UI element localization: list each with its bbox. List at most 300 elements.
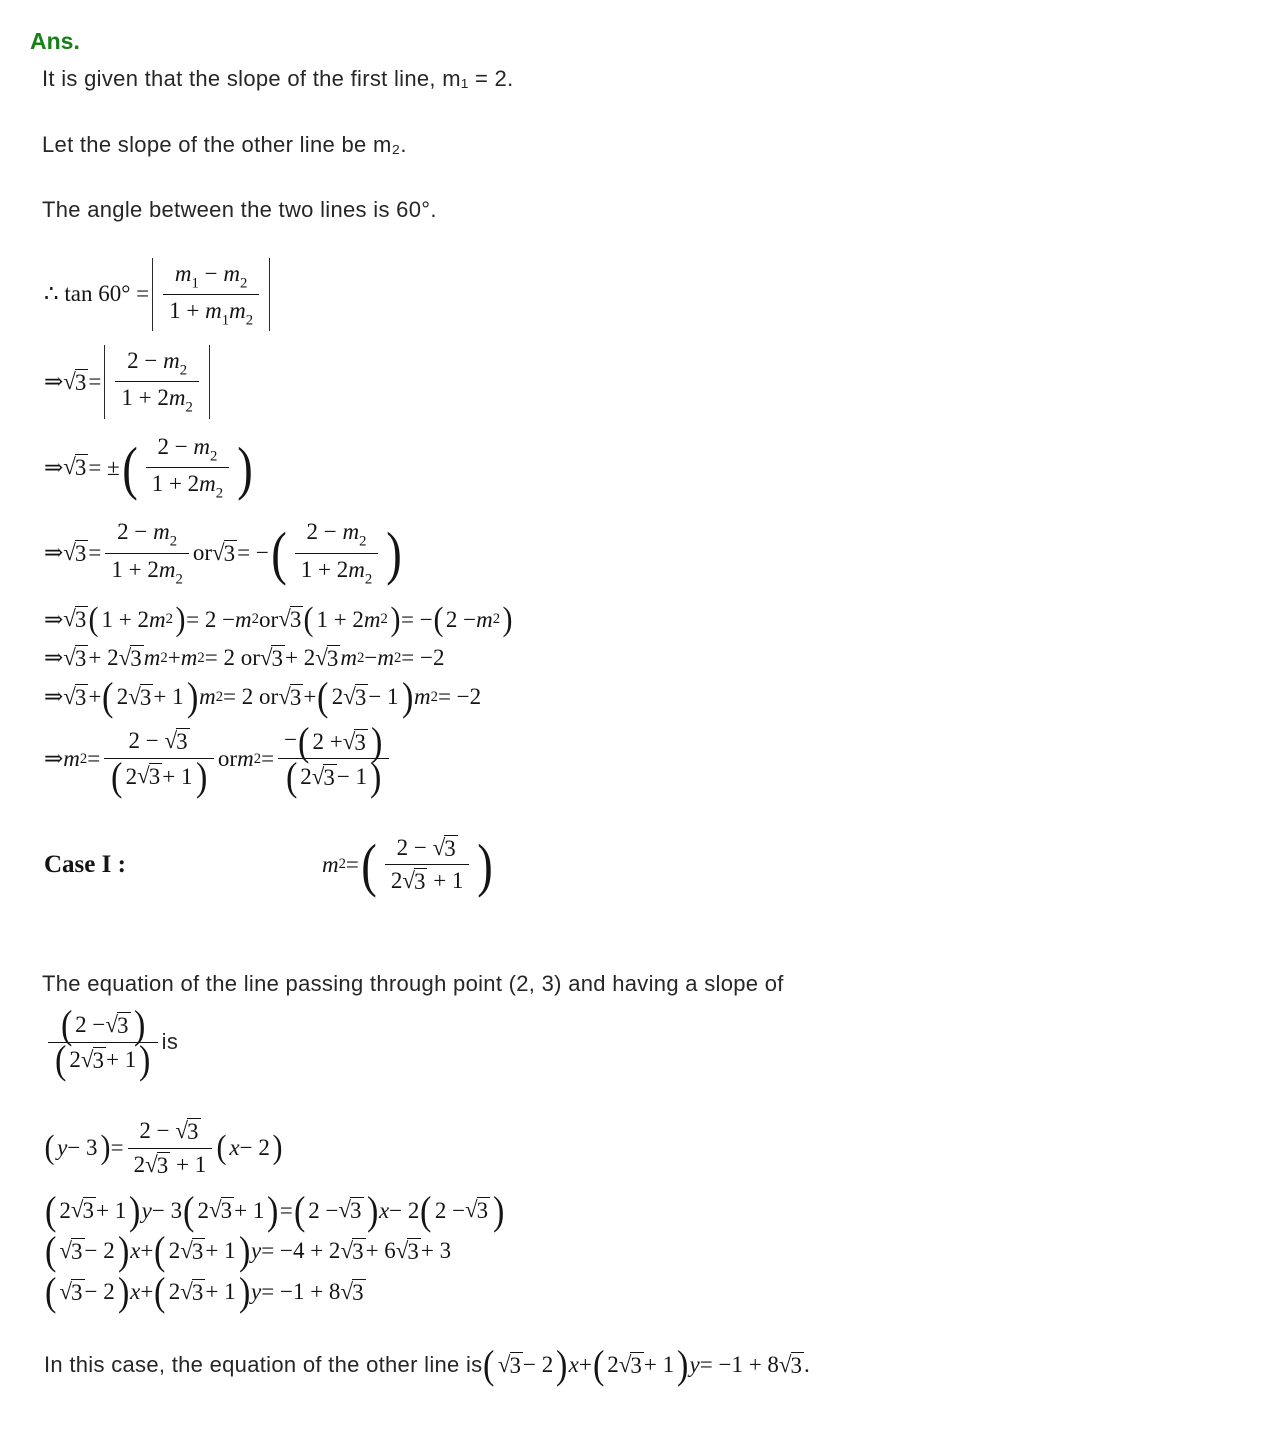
math-variable: x xyxy=(568,1351,579,1377)
subscript: 2 xyxy=(197,649,205,666)
radicand: 3 xyxy=(176,729,188,755)
radical-sign: √ xyxy=(278,683,291,709)
radicand: 3 xyxy=(223,540,236,566)
math-text: + 2 xyxy=(88,645,119,671)
math-variable: m xyxy=(205,297,222,323)
radicand: 3 xyxy=(790,1352,803,1378)
answer-label: Ans. xyxy=(30,28,80,54)
denominator xyxy=(105,554,188,588)
math-text: 2 − xyxy=(308,1197,339,1223)
radicand: 3 xyxy=(413,869,426,895)
math-text: − 2 xyxy=(84,1238,115,1264)
paren-group: ( 1 + 2 m 2 ) xyxy=(88,600,186,638)
math-text: = −4 + 2 xyxy=(261,1238,341,1264)
math-variable: x xyxy=(378,1197,390,1223)
math-text: + 1 xyxy=(153,684,184,709)
math-text: = −2 xyxy=(401,645,445,671)
math-text: − 1 xyxy=(368,684,399,709)
math-text: + 1 xyxy=(205,1238,236,1264)
paren-group: ( 2 √ 3 + 1 ) xyxy=(154,1269,251,1315)
math-text: 2 xyxy=(197,1197,210,1223)
radicand: 3 xyxy=(350,1198,362,1224)
square-root xyxy=(779,1352,804,1379)
square-root xyxy=(145,1152,170,1179)
subscript: 2 xyxy=(393,649,402,666)
math-text: + 6 xyxy=(365,1238,396,1264)
square-root xyxy=(137,763,162,790)
radicand: 3 xyxy=(352,1279,364,1305)
eq-cleared xyxy=(30,600,1245,638)
square-root xyxy=(498,1352,523,1379)
paren-group: ( 2 − √ 3 ) xyxy=(293,1187,378,1233)
paren-group: ( 2 √ 3 − 1 ) xyxy=(317,674,413,719)
square-root xyxy=(260,645,285,672)
math-text: − 3 xyxy=(151,1197,183,1223)
denominator xyxy=(146,468,229,502)
square-root xyxy=(59,1279,84,1306)
subscript: 2 xyxy=(79,750,88,767)
square-root xyxy=(212,540,237,567)
math-text: + xyxy=(140,1238,154,1264)
subscript: 2 xyxy=(380,611,388,628)
math-variable: y xyxy=(57,1135,68,1160)
radical-sign: √ xyxy=(70,1197,84,1223)
paren-group: ( √ 3 − 2 ) xyxy=(45,1269,130,1315)
math-text: 2 xyxy=(300,764,312,790)
numerator xyxy=(115,347,198,382)
radicand: 3 xyxy=(148,764,161,790)
math-text: ∴ tan 60° = xyxy=(44,281,150,307)
radicand: 3 xyxy=(74,607,87,633)
math-variable: x xyxy=(229,1135,240,1160)
square-root xyxy=(165,728,190,755)
absolute-value xyxy=(152,258,270,332)
radical-sign: √ xyxy=(63,644,76,670)
math-text: + xyxy=(88,684,102,709)
paren-group: ( 2 − m 2 ) xyxy=(433,600,513,638)
paren-group: ( 2 √ 3 + 1 ) xyxy=(102,674,199,719)
math-variable: m xyxy=(143,645,161,671)
math-variable: m xyxy=(363,606,381,632)
radicand: 3 xyxy=(289,684,302,710)
math-text: ⇒ xyxy=(44,684,64,709)
radical-sign: √ xyxy=(63,606,76,632)
radicand: 3 xyxy=(191,1279,204,1305)
radical-sign: √ xyxy=(432,834,446,860)
math-text: = − xyxy=(401,606,433,632)
math-text: − 3 xyxy=(67,1135,98,1160)
math-text: + 1 xyxy=(234,1197,265,1223)
paren-group: ( 2 √ 3 + 1 ) xyxy=(45,1187,141,1233)
math-text: 2 xyxy=(390,868,403,894)
math-text: . xyxy=(804,1351,810,1377)
radical-sign: √ xyxy=(118,644,132,670)
radical-sign: √ xyxy=(63,368,76,394)
square-root xyxy=(59,1238,84,1265)
radicand: 3 xyxy=(92,1048,105,1073)
math-text: ⇒ xyxy=(44,645,64,671)
fraction xyxy=(163,260,259,330)
math-text: = xyxy=(88,368,102,394)
math-text: = xyxy=(110,1135,124,1160)
radical-sign: √ xyxy=(164,728,178,754)
math-text: − 2 xyxy=(389,1197,420,1223)
radical-sign: √ xyxy=(343,683,356,709)
denominator xyxy=(48,1037,158,1083)
numerator xyxy=(146,433,229,468)
math-variable: m xyxy=(377,645,394,671)
math-variable: m xyxy=(342,519,360,545)
eq-sqrt3-abs xyxy=(30,345,1245,419)
math-text: ⇒ xyxy=(44,745,64,771)
subscript: 2 xyxy=(215,485,224,502)
math-text: + 1 xyxy=(162,763,193,789)
math-text: 2 xyxy=(69,1047,81,1073)
square-root xyxy=(119,645,144,672)
radicand: 3 xyxy=(407,1239,419,1264)
fraction xyxy=(278,719,389,800)
radical-sign: √ xyxy=(311,763,325,789)
fraction xyxy=(128,1117,213,1180)
math-text: − xyxy=(284,727,298,753)
radicand: 3 xyxy=(444,835,456,861)
square-root xyxy=(619,1352,644,1379)
radical-sign: √ xyxy=(338,1197,352,1223)
math-text: − 2 xyxy=(239,1135,270,1160)
radical-sign: √ xyxy=(180,1238,193,1263)
math-text: or xyxy=(192,540,213,566)
solution-content xyxy=(30,65,1245,1387)
math-text: 2 − xyxy=(306,519,343,545)
math-text: + 1 xyxy=(643,1351,675,1377)
radicand: 3 xyxy=(74,455,87,481)
denominator xyxy=(278,754,389,800)
radical-sign: √ xyxy=(315,644,328,670)
square-root xyxy=(465,1197,490,1224)
numerator xyxy=(295,518,378,553)
given-slope-line: It is given that the slope of the first line, m₁ = 2. xyxy=(42,66,514,91)
math-text: = −1 + 8 xyxy=(261,1279,341,1305)
math-text: = xyxy=(345,851,359,877)
eq-sqrt3-or xyxy=(30,518,1245,588)
slope-fraction-is xyxy=(30,1002,1245,1083)
square-root xyxy=(63,606,88,633)
math-text: = −1 + 8 xyxy=(699,1351,779,1377)
paren-group: ( 2 + √ 3 ) xyxy=(298,719,383,765)
math-text: 2 xyxy=(116,684,129,709)
eq-sqrt3-pm xyxy=(30,433,1245,503)
math-text: = xyxy=(279,1197,293,1223)
numerator xyxy=(385,834,470,866)
radical-sign: √ xyxy=(128,683,141,709)
math-text: or xyxy=(259,606,279,632)
math-text: ⇒ xyxy=(44,368,64,394)
fraction xyxy=(385,834,470,897)
fraction xyxy=(48,1002,158,1083)
math-text: = 2 or xyxy=(223,684,279,709)
radicand: 3 xyxy=(74,645,87,671)
eq-tan60 xyxy=(30,258,1245,332)
paren-group: ( 2 − √ 3 ) xyxy=(420,1187,505,1233)
subscript: 2 xyxy=(215,688,224,705)
fraction xyxy=(104,727,214,799)
numerator xyxy=(105,518,188,553)
math-text: 2 − xyxy=(139,1117,176,1143)
radicand: 3 xyxy=(323,764,335,790)
denominator xyxy=(128,1149,213,1180)
eq-simplified xyxy=(30,1269,1245,1315)
radicand: 3 xyxy=(352,1239,364,1264)
subscript: 2 xyxy=(430,688,438,705)
paren-group: ( $\frac{2 - m_2}{1 + 2m_2}$ ) xyxy=(121,433,253,502)
square-root xyxy=(209,1197,234,1224)
radical-sign: √ xyxy=(145,1151,158,1177)
math-text: + 2 xyxy=(284,645,316,671)
radical-sign: √ xyxy=(340,1238,354,1263)
radical-sign: √ xyxy=(63,539,76,565)
radical-sign: √ xyxy=(618,1351,632,1377)
subscript: 2 xyxy=(251,611,260,628)
subscript: 2 xyxy=(210,448,218,465)
subscript: 2 xyxy=(338,856,346,873)
denominator xyxy=(295,554,378,588)
radicand: 3 xyxy=(630,1352,642,1378)
subscript: 2 xyxy=(175,571,183,588)
math-text: = −2 xyxy=(437,684,482,709)
radicand: 3 xyxy=(74,684,87,710)
subscript: 2 xyxy=(160,649,168,666)
square-root xyxy=(175,1118,200,1145)
subscript: 2 xyxy=(359,534,367,551)
math-text: + xyxy=(303,684,317,709)
radicand: 3 xyxy=(191,1239,204,1264)
math-text: + 3 xyxy=(420,1238,452,1264)
math-text: − xyxy=(364,645,378,671)
radical-sign: √ xyxy=(80,1047,94,1072)
case-label: Case I : xyxy=(44,850,126,878)
square-root xyxy=(338,1197,363,1224)
math-variable: m xyxy=(340,645,357,671)
math-variable: m xyxy=(235,606,252,632)
subscript: 2 xyxy=(364,571,373,588)
equation-through-point: The equation of the line passing through point (2, 3) and having a slope of xyxy=(42,971,784,997)
math-text: 2 xyxy=(168,1279,181,1305)
math-variable: m xyxy=(223,260,240,286)
math-text: 1 + 2 xyxy=(101,606,149,632)
radicand: 3 xyxy=(71,1279,83,1305)
square-root xyxy=(71,1197,96,1224)
radicand: 3 xyxy=(156,1152,169,1178)
math-variable: m xyxy=(149,606,166,632)
math-variable: m xyxy=(163,348,180,374)
eq-m2-solutions xyxy=(30,719,1245,800)
math-variable: m xyxy=(199,684,216,709)
math-text: 1 + 2 xyxy=(151,471,200,497)
math-text: 2 − xyxy=(445,606,477,632)
fraction xyxy=(146,433,229,503)
radical-sign: √ xyxy=(340,1278,354,1304)
radical-sign: √ xyxy=(497,1351,511,1377)
square-root xyxy=(340,1238,365,1265)
square-root xyxy=(278,606,303,633)
subscript: 2 xyxy=(240,275,248,292)
square-root xyxy=(312,764,337,791)
math-text: + xyxy=(167,645,181,671)
radical-sign: √ xyxy=(278,606,291,632)
paren-group: ( 2 − √ 3 ) xyxy=(60,1002,145,1048)
let-slope-line: Let the slope of the other line be m₂. xyxy=(42,131,407,157)
radicand: 3 xyxy=(74,540,87,566)
radicand: 3 xyxy=(289,607,302,633)
subscript: 2 xyxy=(245,312,254,329)
math-text: ⇒ xyxy=(44,454,64,480)
subscript: 2 xyxy=(169,534,178,551)
math-text: 2 xyxy=(125,763,138,789)
math-text: 1 + 2 xyxy=(111,556,159,582)
math-text: = xyxy=(261,745,275,771)
math-text: + xyxy=(578,1351,592,1377)
fraction xyxy=(295,518,378,588)
paren-group: ( y − 3 ) xyxy=(44,1129,111,1166)
radicand: 3 xyxy=(130,645,142,671)
math-text: = ± xyxy=(88,454,120,480)
radical-sign: √ xyxy=(59,1238,73,1263)
math-text: = xyxy=(87,745,101,771)
radical-sign: √ xyxy=(395,1238,409,1263)
math-variable: m xyxy=(229,297,246,323)
case-1 xyxy=(30,831,1245,898)
square-root xyxy=(63,684,88,711)
math-text: 2 − xyxy=(117,519,154,545)
math-text: 1 + 2 xyxy=(316,606,364,632)
absolute-value xyxy=(104,345,209,419)
radicand: 3 xyxy=(139,684,152,710)
math-text: = − xyxy=(237,540,269,566)
math-variable: m xyxy=(158,556,176,582)
math-text: 1 + 2 xyxy=(300,556,349,582)
square-root xyxy=(180,1238,205,1265)
math-text: + 1 xyxy=(106,1047,137,1073)
math-variable: m xyxy=(348,556,365,582)
math-text: − 2 xyxy=(523,1351,554,1377)
math-text: 2 − xyxy=(157,433,194,459)
paren-group: ( 1 + 2 m 2 ) xyxy=(303,600,401,638)
square-root xyxy=(396,1238,421,1265)
math-variable: y xyxy=(141,1197,152,1223)
radicand: 3 xyxy=(354,684,367,710)
math-variable: m xyxy=(63,745,80,771)
square-root xyxy=(105,1012,130,1039)
math-text: + 1 xyxy=(205,1279,236,1305)
math-text: − 1 xyxy=(336,764,368,790)
square-root xyxy=(180,1279,205,1306)
numerator xyxy=(128,1117,213,1149)
math-text: 2 xyxy=(331,684,344,709)
square-root xyxy=(63,369,88,396)
radical-sign: √ xyxy=(105,1011,119,1037)
eq-point-slope xyxy=(30,1117,1245,1180)
math-text: or xyxy=(217,745,238,771)
radicand: 3 xyxy=(117,1012,129,1038)
square-root xyxy=(278,684,303,711)
denominator xyxy=(385,865,470,896)
fraction xyxy=(115,347,198,417)
math-variable: m xyxy=(168,385,186,411)
math-text: + 1 xyxy=(427,868,464,894)
square-root xyxy=(343,729,368,756)
paren-group: ( √ 3 − 2 ) xyxy=(483,1341,568,1387)
paren-group: ( 2 − √ 3 2 √ 3 + 1 ) xyxy=(361,831,494,898)
paren-group: ( 2 √ 3 + 1 ) xyxy=(183,1187,279,1233)
radical-sign: √ xyxy=(402,868,415,894)
subscript: 2 xyxy=(492,611,501,628)
sentence-text: In this case, the equation of the other line is xyxy=(44,1351,483,1377)
math-text: + 1 xyxy=(170,1151,207,1177)
radical-sign: √ xyxy=(137,763,150,789)
math-variable: x xyxy=(130,1238,141,1264)
math-variable: y xyxy=(689,1351,700,1377)
subscript: 2 xyxy=(165,611,173,628)
square-root xyxy=(343,684,368,711)
math-variable: m xyxy=(321,851,339,877)
math-text: + xyxy=(140,1279,154,1305)
math-text: 1 + xyxy=(169,297,206,323)
radicand: 3 xyxy=(220,1198,233,1224)
eq-grouped xyxy=(30,674,1245,719)
math-text: 2 xyxy=(607,1351,619,1377)
math-variable: m xyxy=(180,645,198,671)
math-text: ⇒ xyxy=(44,606,64,632)
math-variable: x xyxy=(130,1279,141,1305)
eq-collected xyxy=(30,1228,1245,1274)
math-variable: m xyxy=(174,260,192,286)
radicand: 3 xyxy=(354,729,366,755)
radicand: 3 xyxy=(82,1198,95,1224)
math-text: 2 − xyxy=(127,348,164,374)
math-text: = 2 − xyxy=(186,606,236,632)
subscript: 2 xyxy=(253,750,262,767)
radicand: 3 xyxy=(74,369,87,395)
fraction xyxy=(105,518,188,588)
math-variable: m xyxy=(413,684,431,709)
square-root xyxy=(81,1047,106,1074)
radical-sign: √ xyxy=(465,1197,478,1223)
subscript: 2 xyxy=(356,649,365,666)
math-text: 2 − xyxy=(75,1012,106,1038)
math-text: ⇒ xyxy=(44,540,64,566)
radicand: 3 xyxy=(326,645,339,671)
denominator xyxy=(115,382,198,416)
math-variable: m xyxy=(237,745,254,771)
math-text: = xyxy=(88,540,102,566)
denominator xyxy=(163,295,259,329)
math-text: = 2 or xyxy=(204,645,260,671)
radicand: 3 xyxy=(271,645,283,671)
radical-sign: √ xyxy=(59,1278,73,1304)
radical-sign: √ xyxy=(209,1197,222,1223)
square-root xyxy=(63,645,88,672)
numerator xyxy=(163,260,259,295)
radical-sign: √ xyxy=(778,1351,792,1377)
math-variable: y xyxy=(251,1238,262,1264)
subscript: 1 xyxy=(191,275,199,292)
paren-group: ( $\frac{2 - m_2}{1 + 2m_2}$ ) xyxy=(271,519,402,588)
radical-sign: √ xyxy=(63,454,76,480)
subscript: 1 xyxy=(221,312,230,329)
math-variable: m xyxy=(153,519,170,545)
math-text: 2 xyxy=(168,1238,181,1264)
paren-group: ( 2 √ 3 + 1 ) xyxy=(154,1228,251,1274)
